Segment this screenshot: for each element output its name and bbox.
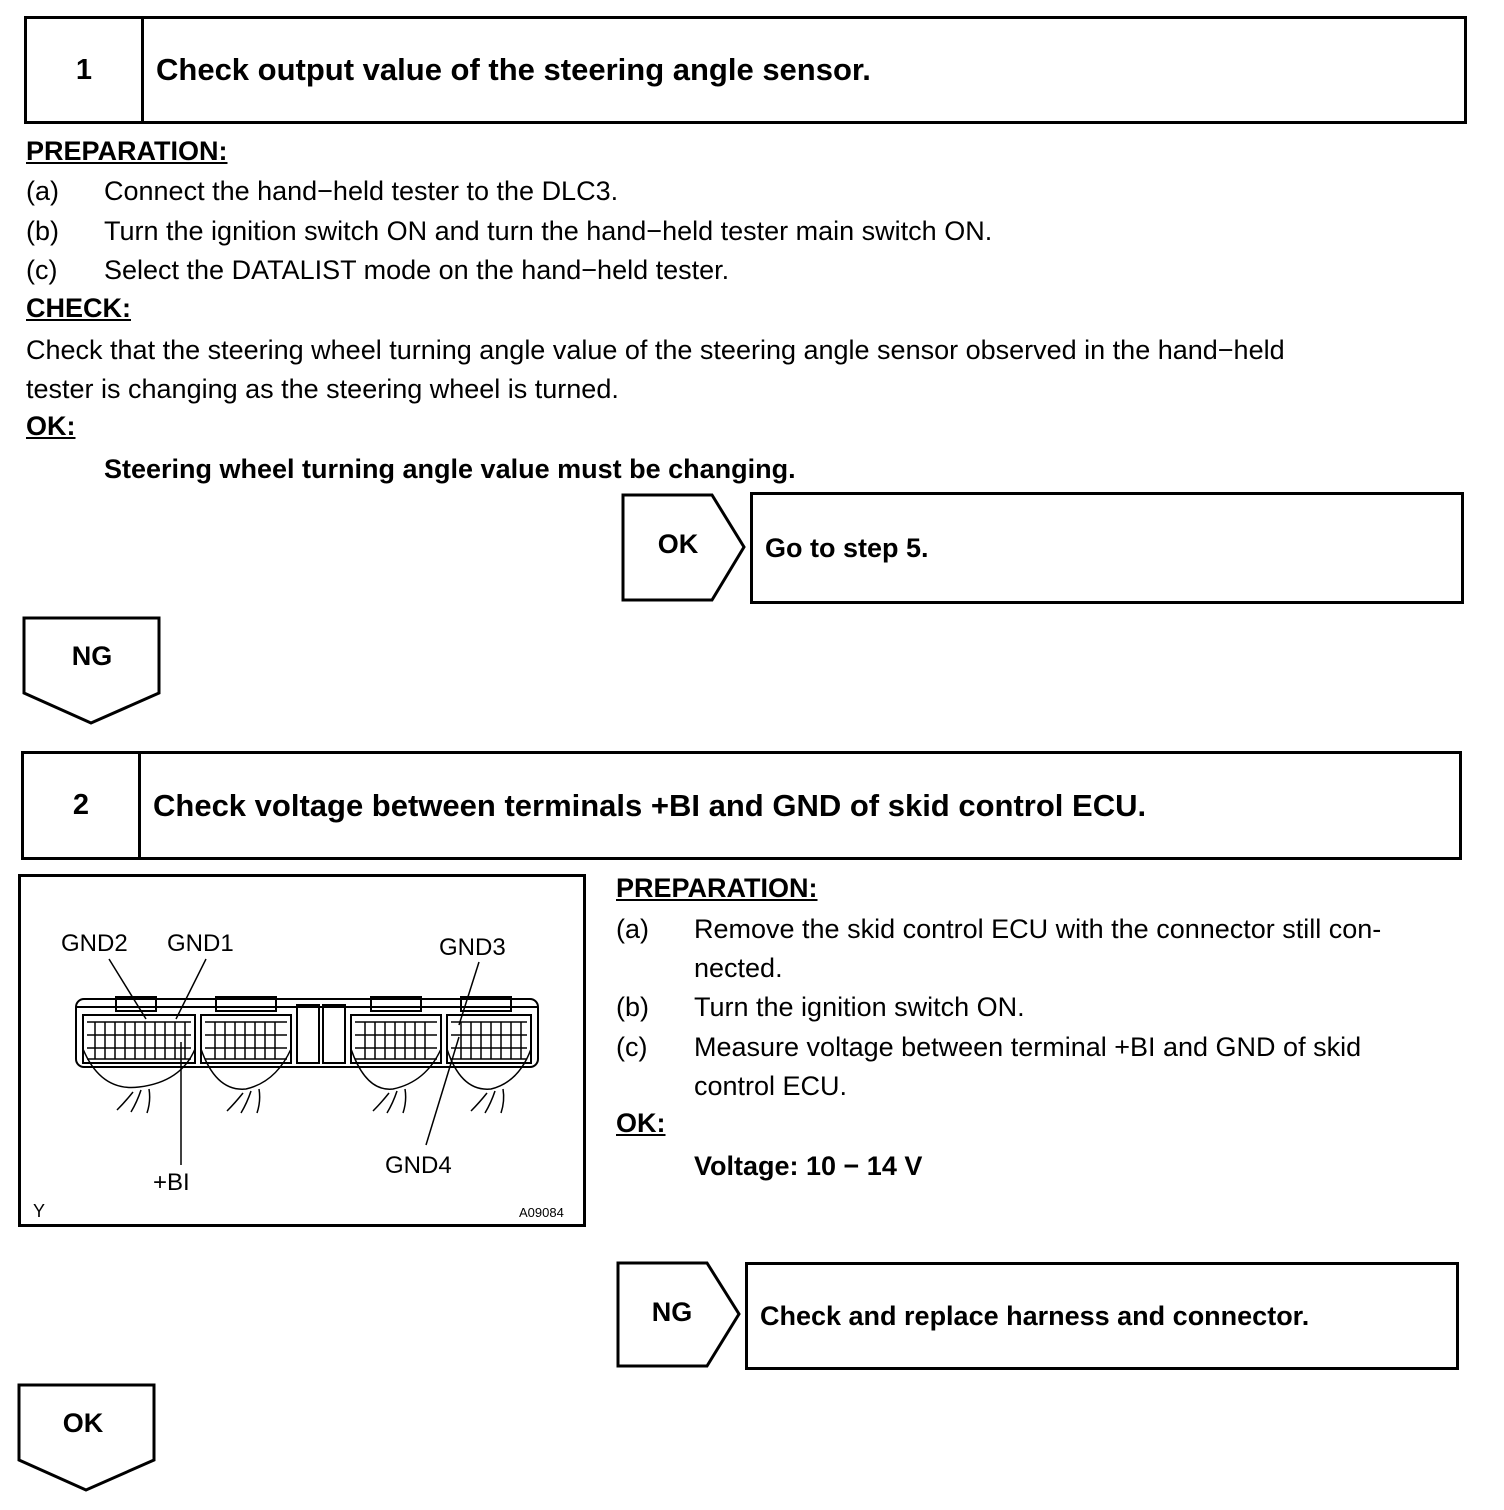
ok-arrow-label: OK (657, 529, 699, 559)
preparation-heading: PREPARATION: (616, 873, 818, 903)
item-label: (b) (26, 216, 59, 246)
ng-down-arrow-label: NG (71, 641, 113, 671)
item-text-continued: control ECU. (694, 1071, 848, 1101)
item-label: (b) (616, 992, 649, 1022)
ok-spec: Voltage: 10 − 14 V (694, 1151, 923, 1181)
gnd3-label: GND3 (439, 934, 506, 961)
connector-diagram (18, 874, 586, 1227)
step-number: 1 (27, 19, 144, 121)
ok-heading: OK: (26, 411, 76, 441)
item-text: Remove the skid control ECU with the connector still con- (694, 914, 1382, 944)
diagram-corner-label: Y (33, 1201, 46, 1221)
ng-arrow-label: NG (651, 1297, 693, 1327)
preparation-item (616, 1028, 1476, 1106)
gnd1-label: GND1 (167, 930, 234, 957)
check-text-line2: tester is changing as the steering wheel is turned. (26, 374, 619, 404)
item-label: (c) (616, 1032, 648, 1062)
item-label: (c) (26, 255, 58, 285)
check-text-line1: Check that the steering wheel turning angle value of the steering angle sensor observed in the hand−held (26, 335, 1285, 365)
step-number: 2 (24, 754, 141, 857)
bi-label: +BI (153, 1169, 190, 1196)
preparation-item (26, 212, 1426, 251)
gnd4-label: GND4 (385, 1152, 452, 1179)
ok-spec: Steering wheel turning angle value must be changing. (104, 454, 796, 484)
preparation-item (616, 910, 1476, 988)
item-text-continued: nected. (694, 953, 783, 983)
item-text: Turn the ignition switch ON. (694, 992, 1025, 1022)
ecu-connector-drawing (21, 877, 583, 1224)
check-replace-harness-box: Check and replace harness and connector. (745, 1262, 1459, 1370)
item-label: (a) (616, 914, 649, 944)
item-text: Connect the hand−held tester to the DLC3. (104, 176, 619, 206)
diagram-code-label: A09084 (519, 1205, 564, 1220)
ok-down-arrow-label: OK (62, 1408, 104, 1438)
item-text: Select the DATALIST mode on the hand−held tester. (104, 255, 730, 285)
item-text: Measure voltage between terminal +BI and GND of skid (694, 1032, 1362, 1062)
item-label: (a) (26, 176, 59, 206)
item-text: Turn the ignition switch ON and turn the hand−held tester main switch ON. (104, 216, 993, 246)
step-title: Check voltage between terminals +BI and GND of skid control ECU. (153, 787, 1147, 823)
preparation-item (26, 172, 1426, 211)
gnd2-label: GND2 (61, 930, 128, 957)
go-to-step-5-box: Go to step 5. (750, 492, 1464, 604)
step-title: Check output value of the steering angle sensor. (156, 52, 871, 87)
ok-heading: OK: (616, 1108, 666, 1138)
preparation-item (26, 251, 1426, 290)
step-2-header (21, 751, 1462, 860)
preparation-heading: PREPARATION: (26, 136, 228, 166)
step-1-header (24, 16, 1467, 124)
check-heading: CHECK: (26, 293, 131, 323)
preparation-item (616, 988, 1476, 1027)
